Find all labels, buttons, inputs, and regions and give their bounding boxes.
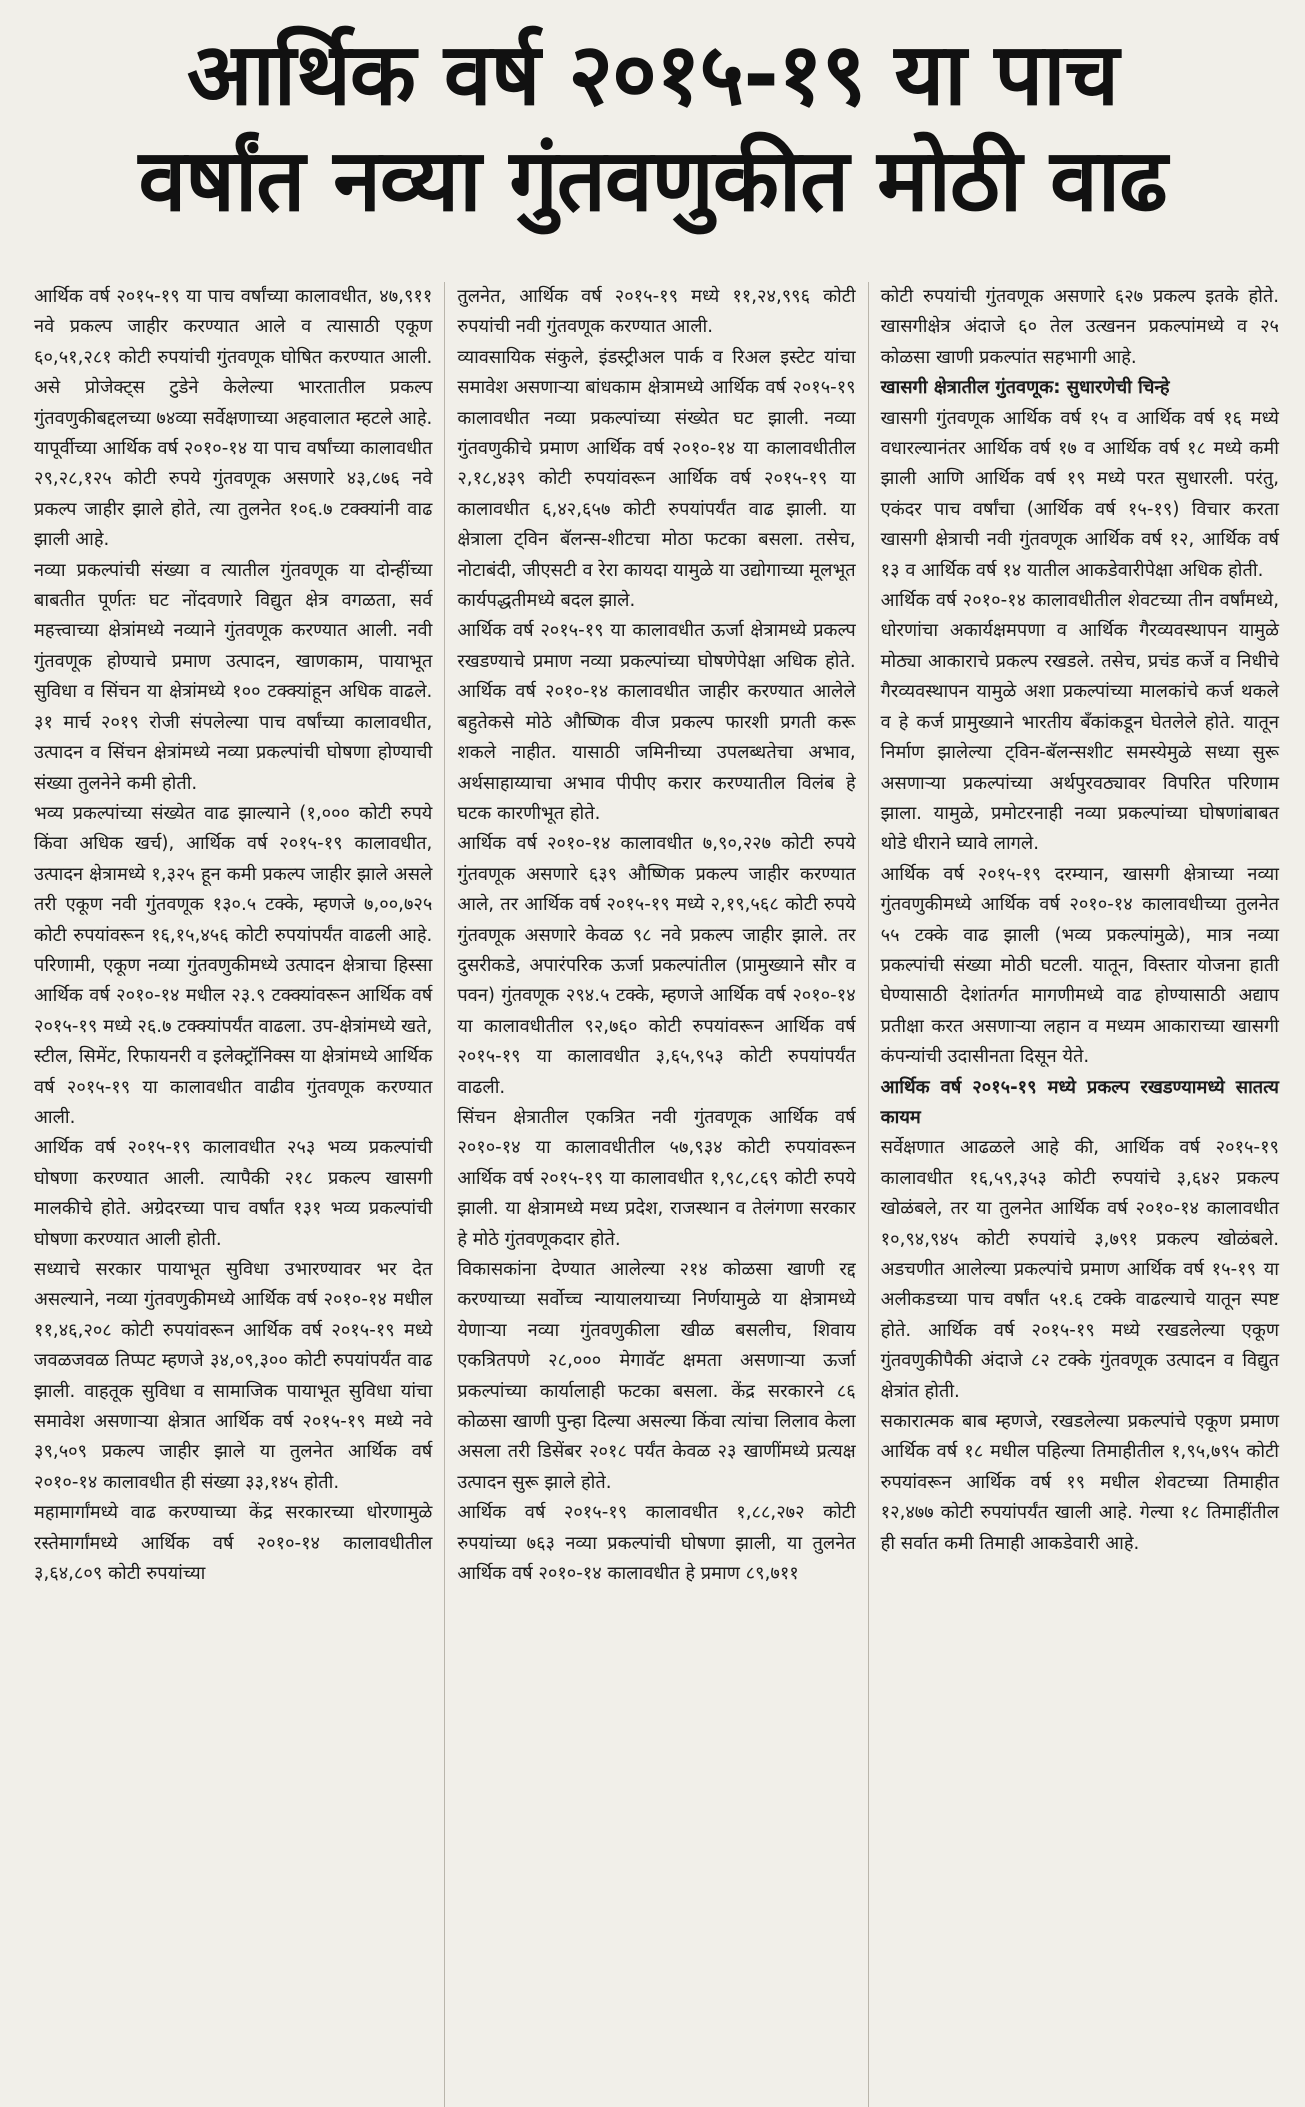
headline <box>18 22 1287 234</box>
column-3 <box>868 282 1291 2107</box>
paragraph: कोटी रुपयांची गुंतवणूक असणारे ६२७ प्रकल्प इतके होते. खासगीक्षेत्र अंदाजे ६० तेल उत्खनन प्रकल्पांमध्ये व २५ कोळसा खाणी प्रकल्पांत सहभागी आहे. <box>880 286 1279 368</box>
paragraph: भव्य प्रकल्पांच्या संख्येत वाढ झाल्याने (१,००० कोटी रुपये किंवा अधिक खर्च), आर्थिक वर्ष २०१५-१९ कालावधीत, उत्पादन क्षेत्रामध्ये १,३२५ हून कमी प्रकल्प जाहीर झाले असले तरी एकूण नवी गुंतवणूक १३०.५ टक्के, म्हणजे ७,००,७२५ कोटी रुपयांवरून १६,१५,४५६ कोटी रुपयांपर्यंत वाढली आहे. परिणामी, एकूण नव्या गुंतवणुकीमध्ये उत्पादन क्षेत्राचा हिस्सा आर्थिक वर्ष २०१०-१४ मधील २३.९ टक्क्यांवरून आर्थिक वर्ष २०१५-१९ मध्ये २६.७ टक्क्यांपर्यंत वाढला. उप-क्षेत्रांमध्ये खते, स्टील, सिमेंट, रिफायनरी व इलेक्ट्रॉनिक्स या क्षेत्रांमध्ये आर्थिक वर्ष २०१५-१९ या कालावधीत वाढीव गुंतवणूक करण्यात आली. <box>34 802 433 1128</box>
paragraph: सध्याचे सरकार पायाभूत सुविधा उभारण्यावर भर देत असल्याने, नव्या गुंतवणुकीमध्ये आर्थिक वर्ष २०१०-१४ मधील ११,४६,२०८ कोटी रुपयांवरून आर्थिक वर्ष २०१५-१९ मध्ये जवळजवळ तिप्पट म्हणजे ३४,०९,३०० कोटी रुपयांपर्यंत वाढ झाली. वाहतूक सुविधा व सामाजिक पायाभूत सुविधा यांचा समावेश असणाऱ्या क्षेत्रात आर्थिक वर्ष २०१५-१९ मध्ये नवे ३९,५०९ प्रकल्प जाहीर झाले या तुलनेत आर्थिक वर्ष २०१०-१४ कालावधीत ही संख्या ३३,१४५ होती. <box>34 1259 433 1493</box>
paragraph: आर्थिक वर्ष २०१५-१९ कालावधीत २५३ भव्य प्रकल्पांची घोषणा करण्यात आली. त्यापैकी २१८ प्रकल्प खासगी मालकीचे होते. अग्रेदरच्या पाच वर्षांत १३१ भव्य प्रकल्पांची घोषणा करण्यात आली होती. <box>34 1137 433 1250</box>
paragraph: आर्थिक वर्ष २०१०-१४ कालावधीत ७,९०,२२७ कोटी रुपये गुंतवणूक असणारे ६३९ औष्णिक प्रकल्प जाहीर करण्यात आले, तर आर्थिक वर्ष २०१५-१९ मध्ये २,१९,५६८ कोटी रुपये गुंतवणूक असणारे केवळ ९८ नवे प्रकल्प जाहीर झाले. तर दुसरीकडे, अपारंपरिक ऊर्जा प्रकल्पांतील (प्रामुख्याने सौर व पवन) गुंतवणूक २९४.५ टक्के, म्हणजे आर्थिक वर्ष २०१०-१४ या कालावधीतील ९२,७६० कोटी रुपयांवरून आर्थिक वर्ष २०१५-१९ या कालावधीत ३,६५,९५३ कोटी रुपयांपर्यंत वाढली. <box>457 833 856 1098</box>
paragraph: तुलनेत, आर्थिक वर्ष २०१५-१९ मध्ये ११,२४,९९६ कोटी रुपयांची नवी गुंतवणूक करण्यात आली. <box>457 286 856 338</box>
subheading-stalled-projects: आर्थिक वर्ष २०१५-१९ मध्ये प्रकल्प रखडण्यामध्ये सातत्य कायम <box>880 1076 1279 1128</box>
paragraph: महामार्गांमध्ये वाढ करण्याच्या केंद्र सरकारच्या धोरणामुळे रस्तेमार्गांमध्ये आर्थिक वर्ष २०१०-१४ कालावधीतील ३,६४,८०९ कोटी रुपयांच्या <box>34 1502 433 1585</box>
paragraph: आर्थिक वर्ष २०१५-१९ या पाच वर्षांच्या कालावधीत, ४७,९११ नवे प्रकल्प जाहीर करण्यात आले व त्यासाठी एकूण ६०,५१,२८१ कोटी रुपयांची गुंतवणूक घोषित करण्यात आली. असे प्रोजेक्ट्स टुडेने केलेल्या भारतातील प्रकल्प गुंतवणुकीबद्दलच्या ७४व्या सर्वेक्षणाच्या अहवालात म्हटले आहे. यापूर्वीच्या आर्थिक वर्ष २०१०-१४ या पाच वर्षांच्या कालावधीत २९,२८,१२५ कोटी रुपये गुंतवणूक असणारे ४३,८७६ नवे प्रकल्प जाहीर झाले होते, त्या तुलनेत १०६.७ टक्क्यांनी वाढ झाली आहे. <box>34 286 433 551</box>
paragraph: आर्थिक वर्ष २०१५-१९ कालावधीत १,८८,२७२ कोटी रुपयांच्या ७६३ नव्या प्रकल्पांची घोषणा झाली, या तुलनेत आर्थिक वर्ष २०१०-१४ कालावधीत हे प्रमाण ८९,७११ <box>457 1502 856 1585</box>
article-body <box>22 282 1291 2107</box>
column-1 <box>22 282 444 2107</box>
paragraph: आर्थिक वर्ष २०१५-१९ या कालावधीत ऊर्जा क्षेत्रामध्ये प्रकल्प रखडण्याचे प्रमाण नव्या प्रकल्पांच्या घोषणेपेक्षा अधिक होते. आर्थिक वर्ष २०१०-१४ कालावधीत जाहीर करण्यात आलेले बहुतेकसे मोठे औष्णिक वीज प्रकल्प फारशी प्रगती करू शकले नाहीत. यासाठी जमिनीच्या उपलब्धतेचा अभाव, अर्थसाहाय्याचा अभाव पीपीए करार करण्यातील विलंब हे घटक कारणीभूत होते. <box>457 620 856 824</box>
paragraph: आर्थिक वर्ष २०१५-१९ दरम्यान, खासगी क्षेत्राच्या नव्या गुंतवणुकीमध्ये आर्थिक वर्ष २०१०-१४ कालावधीच्या तुलनेत ५५ टक्के वाढ झाली (भव्य प्रकल्पांमुळे), मात्र नव्या प्रकल्पांची संख्या मोठी घटली. यातून, विस्तार योजना हाती घेण्यासाठी देशांतर्गत मागणीमध्ये वाढ होण्यासाठी अद्याप प्रतीक्षा करत असणाऱ्या लहान व मध्यम आकाराच्या खासगी कंपन्यांची उदासीनता दिसून येते. <box>880 863 1279 1068</box>
paragraph: सिंचन क्षेत्रातील एकत्रित नवी गुंतवणूक आर्थिक वर्ष २०१०-१४ या कालावधीतील ५७,९३४ कोटी रुपयांवरून आर्थिक वर्ष २०१५-१९ या कालावधीत १,९८,८६९ कोटी रुपये झाली. या क्षेत्रामध्ये मध्य प्रदेश, राजस्थान व तेलंगणा सरकार हे मोठे गुंतवणूकदार होते. <box>457 1106 856 1250</box>
headline-line-2: वर्षांत नव्या गुंतवणुकीत मोठी वाढ <box>138 131 1167 231</box>
paragraph: सकारात्मक बाब म्हणजे, रखडलेल्या प्रकल्पांचे एकूण प्रमाण आर्थिक वर्ष १८ मधील पहिल्या तिमाहीतील १,९५,७९५ कोटी रुपयांवरून आर्थिक वर्ष १९ मधील शेवटच्या तिमाहीत १२,४७७ कोटी रुपयांपर्यंत खाली आहे. गेल्या १८ तिमाहींतील ही सर्वात कमी तिमाही आकडेवारी आहे. <box>880 1411 1279 1554</box>
paragraph: नव्या प्रकल्पांची संख्या व त्यातील गुंतवणूक या दोन्हींच्या बाबतीत पूर्णतः घट नोंदवणारे विद्युत क्षेत्र वगळता, सर्व महत्त्वाच्या क्षेत्रांमध्ये नव्याने गुंतवणूक करण्यात आली. नवी गुंतवणूक होण्याचे प्रमाण उत्पादन, खाणकाम, पायाभूत सुविधा व सिंचन या क्षेत्रांमध्ये १०० टक्क्यांहून अधिक वाढले. ३१ मार्च २०१९ रोजी संपलेल्या पाच वर्षांच्या कालावधीत, उत्पादन व सिंचन क्षेत्रांमध्ये नव्या प्रकल्पांची घोषणा होण्याची संख्या तुलनेने कमी होती. <box>34 559 433 794</box>
subheading-private-investment: खासगी क्षेत्रातील गुंतवणूक: सुधारणेची चिन्हे <box>880 377 1170 399</box>
paragraph: सर्वेक्षणात आढळले आहे की, आर्थिक वर्ष २०१५-१९ कालावधीत १६,५९,३५३ कोटी रुपयांचे ३,६४२ प्रकल्प खोळंबले, तर या तुलनेत आर्थिक वर्ष २०१०-१४ कालावधीत १०,९४,९४५ कोटी रुपयांचे ३,७९१ प्रकल्प खोळंबले. अडचणीत आलेल्या प्रकल्पांचे प्रमाण आर्थिक वर्ष १५-१९ या अलीकडच्या पाच वर्षांत ५१.६ टक्के वाढल्याचे यातून स्पष्ट होते. आर्थिक वर्ष २०१५-१९ मध्ये रखडलेल्या एकूण गुंतवणुकीपैकी अंदाजे ८२ टक्के गुंतवणूक उत्पादन व विद्युत क्षेत्रांत होती. <box>880 1137 1279 1402</box>
paragraph: आर्थिक वर्ष २०१०-१४ कालावधीतील शेवटच्या तीन वर्षांमध्ये, धोरणांचा अकार्यक्षमपणा व आर्थिक गैरव्यवस्थापन यामुळे मोठ्या आकाराचे प्रकल्प रखडले. तसेच, प्रचंड कर्जे व निधीचे गैरव्यवस्थापन यामुळे अशा प्रकल्पांच्या मालकांचे कर्ज थकले व हे कर्ज प्रामुख्याने भारतीय बँकांकडून घेतलेले होते. यातून निर्माण झालेल्या ट्विन-बॅलन्सशीट समस्येमुळे सध्या सुरू असणाऱ्या प्रकल्पांच्या अर्थपुरवठ्यावर विपरित परिणाम झाला. यामुळे, प्रमोटरनाही नव्या प्रकल्पांच्या घोषणांबाबत थोडे धीराने घ्यावे लागले. <box>880 590 1279 855</box>
paragraph: खासगी गुंतवणूक आर्थिक वर्ष १५ व आर्थिक वर्ष १६ मध्ये वधारल्यानंतर आर्थिक वर्ष १७ व आर्थिक वर्ष १८ मध्ये कमी झाली आणि आर्थिक वर्ष १९ मध्ये परत सुधारली. परंतु, एकंदर पाच वर्षांचा (आर्थिक वर्ष १५-१९) विचार करता खासगी क्षेत्राची नवी गुंतवणूक आर्थिक वर्ष १२, आर्थिक वर्ष १३ व आर्थिक वर्ष १४ यातील आकडेवारीपेक्षा अधिक होती. <box>880 407 1279 581</box>
column-2 <box>444 282 867 2107</box>
paragraph: व्यावसायिक संकुले, इंडस्ट्रीअल पार्क व रिअल इस्टेट यांचा समावेश असणाऱ्या बांधकाम क्षेत्रामध्ये आर्थिक वर्ष २०१५-१९ कालावधीत नव्या प्रकल्पांच्या संख्येत घट झाली. नव्या गुंतवणुकीचे प्रमाण आर्थिक वर्ष २०१०-१४ या कालावधीतील २,१८,४३९ कोटी रुपयांवरून आर्थिक वर्ष २०१५-१९ या कालावधीत ६,४२,६५७ कोटी रुपयांपर्यंत वाढ झाली. या क्षेत्राला ट्विन बॅलन्स-शीटचा मोठा फटका बसला. तसेच, नोटाबंदी, जीएसटी व रेरा कायदा यामुळे या उद्योगाच्या मूलभूत कार्यपद्धतीमध्ये बदल झाले. <box>457 346 856 612</box>
paragraph: विकासकांना देण्यात आलेल्या २१४ कोळसा खाणी रद्द करण्याच्या सर्वोच्च न्यायालयाच्या निर्णयामुळे या क्षेत्रामध्ये येणाऱ्या नव्या गुंतवणुकीला खीळ बसलीच, शिवाय एकत्रितपणे २८,००० मेगावॅट क्षमता असणाऱ्या ऊर्जा प्रकल्पांच्या कार्यालाही फटका बसला. केंद्र सरकारने ८६ कोळसा खाणी पुन्हा दिल्या असल्या किंवा त्यांचा लिलाव केला असला तरी डिसेंबर २०१८ पर्यंत केवळ २३ खाणींमध्ये प्रत्यक्ष उत्पादन सुरू झाले होते. <box>457 1259 856 1493</box>
headline-line-1: आर्थिक वर्ष २०१५-१९ या पाच <box>186 25 1119 125</box>
